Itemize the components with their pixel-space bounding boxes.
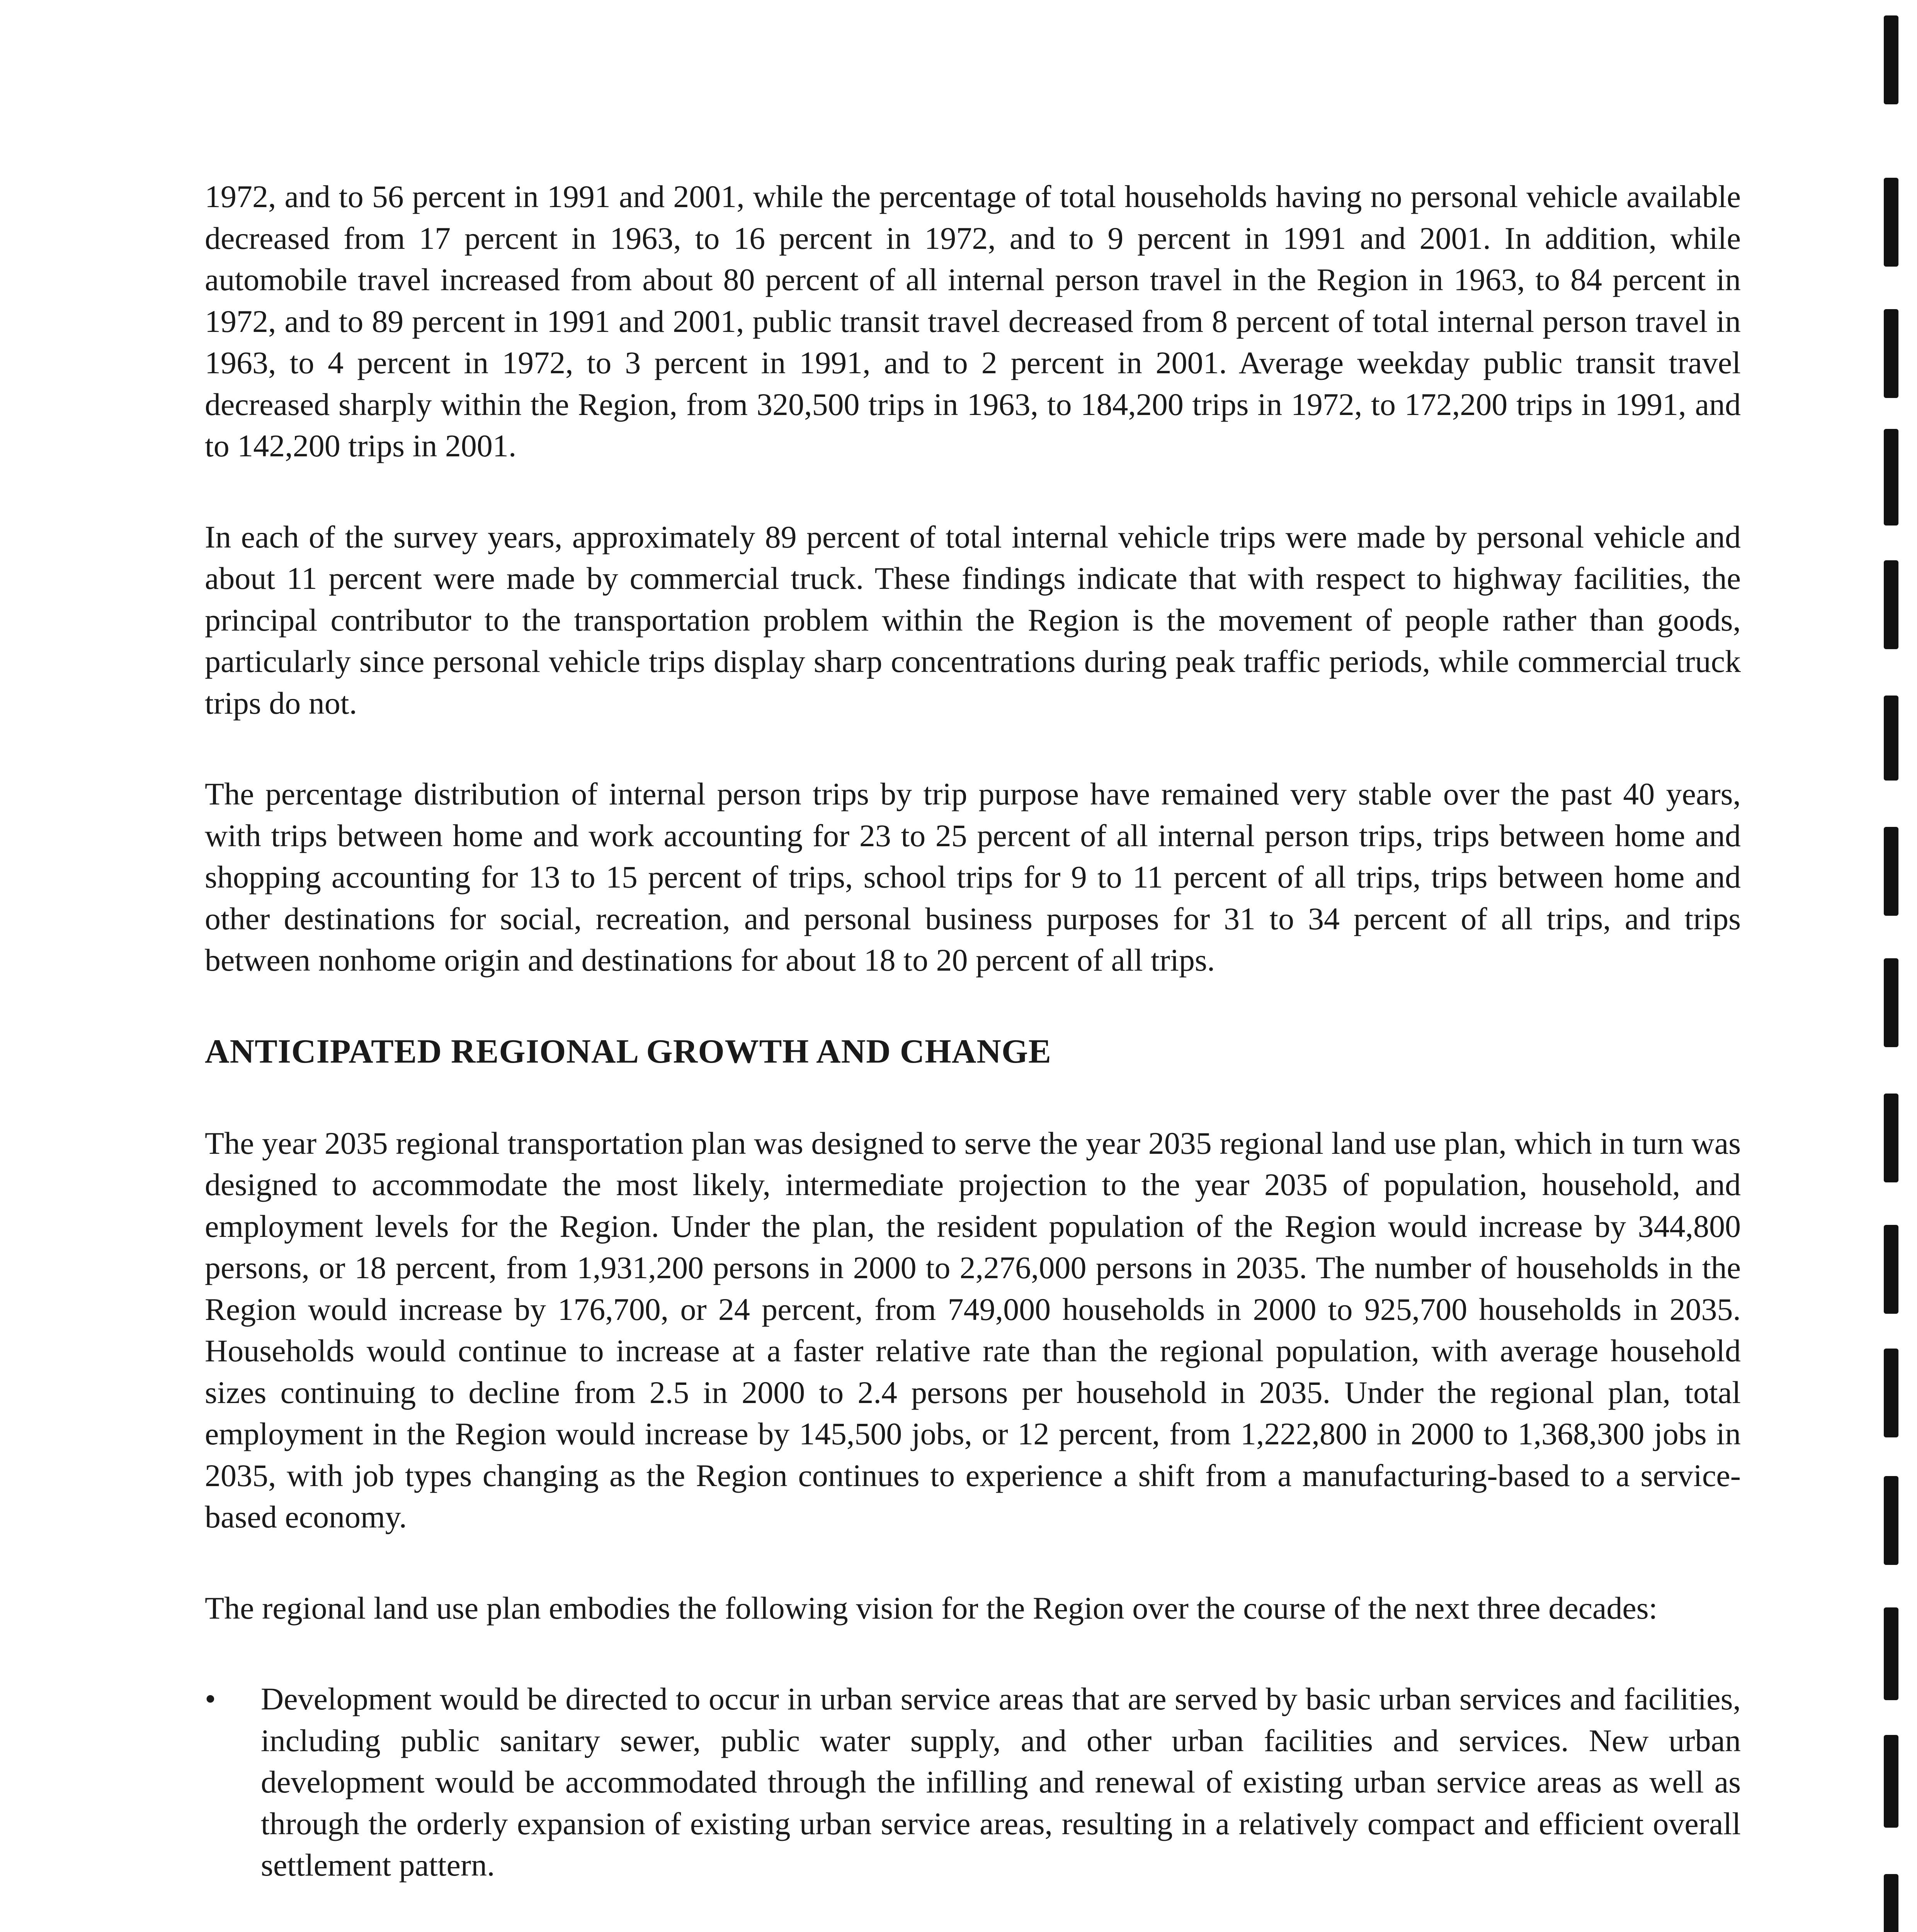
paragraph-vision-intro: The regional land use plan embodies the following vision for the Region over the course of the next three decades: (205, 1590, 1658, 1626)
binding-mark (1884, 1094, 1898, 1182)
paragraph-travel-trends: 1972, and to 56 percent in 1991 and 2001, while the percentage of total households having no personal vehicle available decreased from 17 percent in 1963, to 16 percent in 1972, and to 9 percent in 1991 and 2001. In addition, while automobile travel increased from about 80 percent of all internal person travel in the Region in 1963, to 84 percent in 1972, and to 89 percent in 1991 and 2001, public transit travel decreased from 8 percent of total internal person travel in 1963, to 4 percent in 1972, to 3 percent in 1991, and to 2 percent in 2001. Average weekday public transit travel decreased sharply within the Region, from 320,500 trips in 1963, to 184,200 trips in 1972, to 172,200 trips in 1991, and to 142,200 trips in 2001. (205, 179, 1741, 463)
binding-mark (1884, 178, 1898, 267)
paragraph-vehicle-trips: In each of the survey years, approximately 89 percent of total internal vehicle trips were made by personal vehicle and about 11 percent were made by commercial truck. These findings indicate that with respect to highway facilities, the principal contributor to the transportation problem within the Region is the movement of people rather than goods, particularly since personal vehicle trips display sharp concentrations during peak traffic periods, while commercial truck trips do not. (205, 519, 1741, 721)
page-body (205, 176, 1741, 1932)
binding-mark (1884, 429, 1898, 526)
bullet-icon: • (205, 1681, 216, 1716)
list-item-text: Development would be directed to occur in urban service areas that are served by basic urban services and facilities, including public sanitary sewer, public water supply, and other urban facilities and services. New urban development would be accommodated through the infilling and renewal of existing urban service areas as well as through the orderly expansion of existing urban service areas, resulting in a relatively compact and efficient overall settlement pattern. (261, 1681, 1741, 1883)
binding-mark (1884, 560, 1898, 649)
binding-mark (1884, 1874, 1898, 1932)
vision-bullet-list (205, 1678, 1741, 1932)
binding-mark (1884, 696, 1898, 781)
list-item (205, 1678, 1741, 1886)
binding-mark (1884, 1607, 1898, 1700)
binding-mark (1884, 1476, 1898, 1565)
binding-mark (1884, 1225, 1898, 1314)
paragraph-2035-plan: The year 2035 regional transportation plan was designed to serve the year 2035 regional land use plan, which in turn was designed to accommodate the most likely, intermediate projection to the year 2035 of population, household, and employment levels for the Region. Under the plan, the resident population of the Region would increase by 344,800 persons, or 18 percent, from 1,931,200 persons in 2000 to 2,276,000 persons in 2035. The number of households in the Region would increase by 176,700, or 24 percent, from 749,000 households in 2000 to 925,700 households in 2035. Households would continue to increase at a faster relative rate than the regional population, with average household sizes continuing to decline from 2.5 in 2000 to 2.4 persons per household in 2035. Under the regional plan, total employment in the Region would increase by 145,500 jobs, or 12 percent, from 1,222,800 in 2000 to 1,368,300 jobs in 2035, with job types changing as the Region continues to experience a shift from a manufacturing-based to a service-based economy. (205, 1125, 1741, 1534)
binding-mark (1884, 1735, 1898, 1828)
paragraph-trip-purpose: The percentage distribution of internal person trips by trip purpose have remained very stable over the past 40 years, with trips between home and work accounting for 23 to 25 percent of all internal person trips, trips between home and shopping accounting for 13 to 15 percent of trips, school trips for 9 to 11 percent of all trips, trips between home and other destinations for social, recreation, and personal business purposes for 31 to 34 percent of all trips, and trips between nonhome origin and destinations for about 18 to 20 percent of all trips. (205, 776, 1741, 978)
section-heading: ANTICIPATED REGIONAL GROWTH AND CHANGE (205, 1032, 1051, 1070)
binding-mark (1884, 1349, 1898, 1437)
binding-mark (1884, 827, 1898, 916)
binding-mark (1884, 309, 1898, 398)
binding-mark (1884, 958, 1898, 1047)
binding-mark (1884, 15, 1898, 104)
